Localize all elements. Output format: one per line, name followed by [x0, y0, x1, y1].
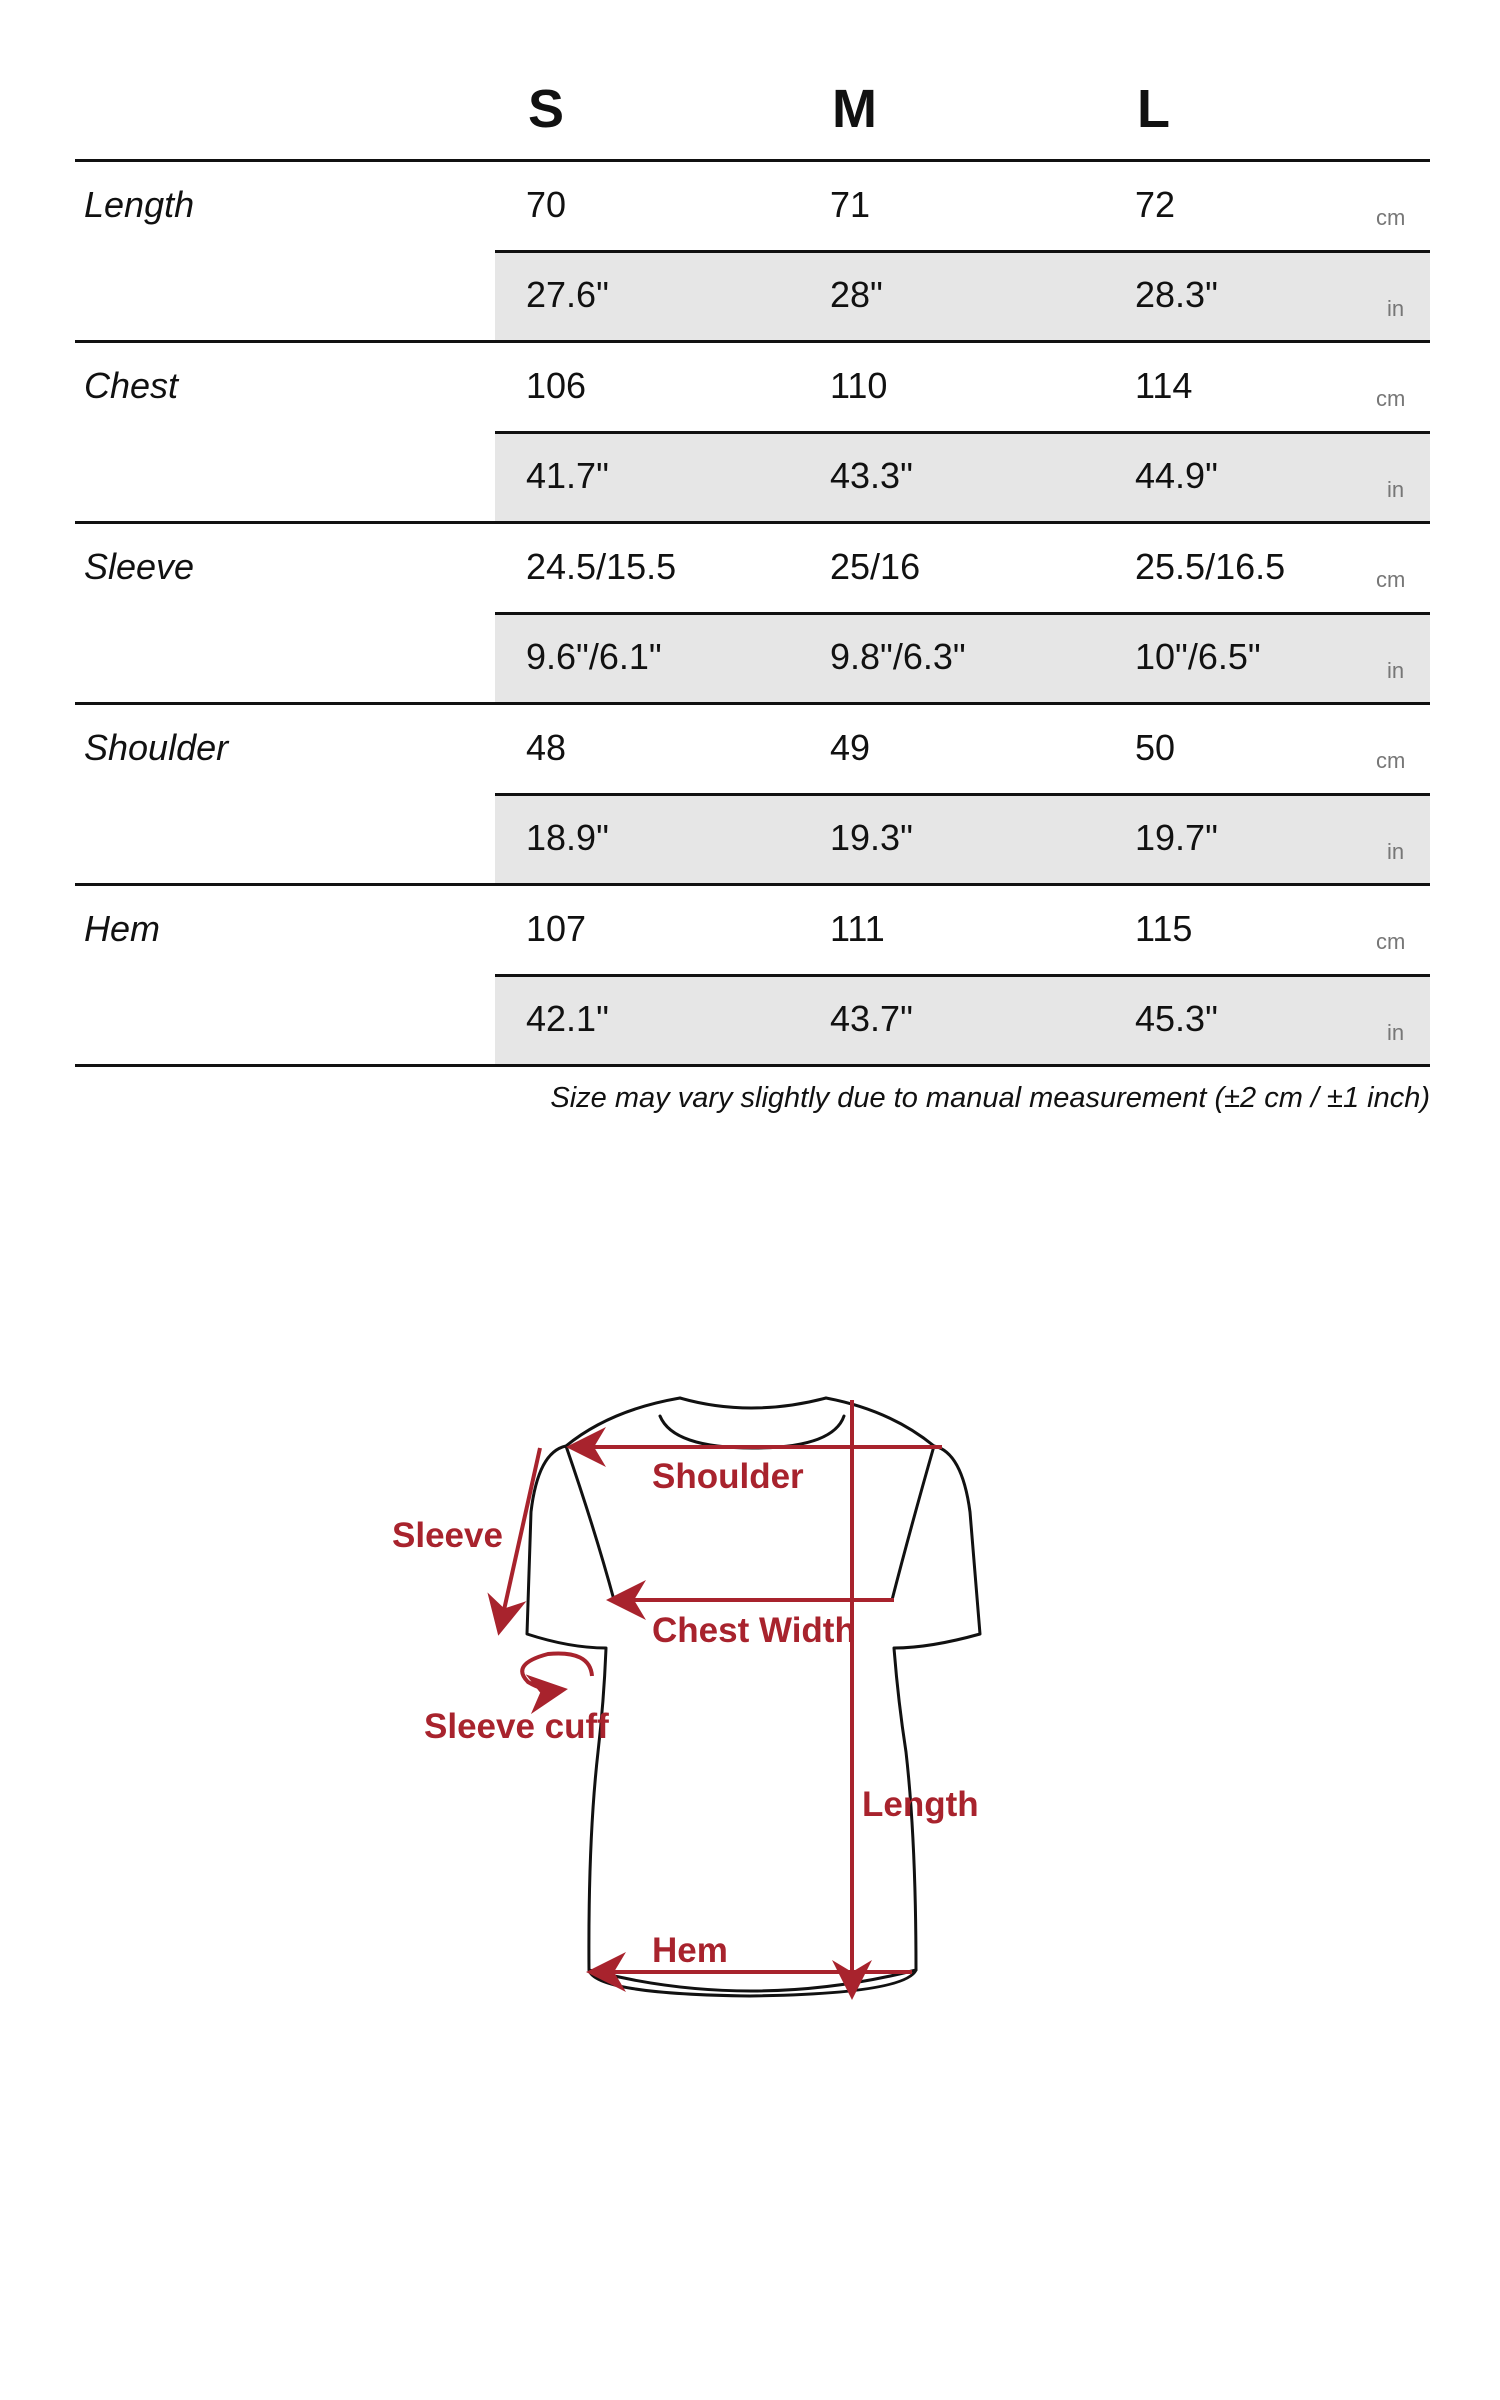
cell-value: 48 — [526, 727, 567, 768]
cell-value: 24.5/15.5 — [526, 546, 677, 587]
label-sleeve-cuff: Sleeve cuff — [424, 1707, 609, 1746]
row-label-shoulder: Shoulder — [84, 727, 229, 768]
cell-value: 44.9" — [1135, 455, 1218, 496]
measurement-note: Size may vary slightly due to manual measurement (±2 cm / ±1 inch) — [550, 1082, 1430, 1114]
cell-value: 27.6" — [526, 274, 609, 315]
unit-in: in — [1387, 1020, 1405, 1045]
cell-value: 115 — [1135, 908, 1193, 949]
cell-value: 28.3" — [1135, 274, 1218, 315]
cell-value: 50 — [1135, 727, 1176, 768]
unit-cm: cm — [1376, 386, 1406, 411]
row-label-sleeve: Sleeve — [84, 546, 195, 587]
unit-in: in — [1387, 658, 1405, 683]
size-header-m: M — [832, 79, 877, 139]
cell-value: 18.9" — [526, 817, 609, 858]
label-chest-width: Chest Width — [652, 1611, 856, 1650]
cell-value: 42.1" — [526, 998, 609, 1039]
row-label-chest: Chest — [84, 365, 179, 406]
cell-value: 70 — [526, 184, 567, 225]
unit-in: in — [1387, 477, 1405, 502]
cell-value: 9.8"/6.3" — [830, 636, 966, 677]
cell-value: 10"/6.5" — [1135, 636, 1261, 677]
unit-cm: cm — [1376, 567, 1406, 592]
size-header-l: L — [1137, 79, 1170, 139]
row-label-hem: Hem — [84, 908, 161, 949]
cell-value: 43.3" — [830, 455, 913, 496]
cell-value: 25.5/16.5 — [1135, 546, 1286, 587]
cell-value: 9.6"/6.1" — [526, 636, 662, 677]
sleeve-cuff-arrow — [522, 1653, 592, 1690]
size-header-s: S — [528, 79, 565, 139]
cell-value: 71 — [830, 184, 871, 225]
cell-value: 43.7" — [830, 998, 913, 1039]
cell-value: 111 — [830, 908, 885, 949]
cell-value: 19.7" — [1135, 817, 1218, 858]
unit-cm: cm — [1376, 929, 1406, 954]
unit-cm: cm — [1376, 205, 1406, 230]
cell-value: 19.3" — [830, 817, 913, 858]
cell-value: 25/16 — [830, 546, 921, 587]
label-length: Length — [862, 1785, 979, 1824]
unit-in: in — [1387, 839, 1405, 864]
label-sleeve: Sleeve — [392, 1516, 503, 1555]
label-hem: Hem — [652, 1931, 728, 1970]
cell-value: 72 — [1135, 184, 1176, 225]
cell-value: 110 — [830, 365, 888, 406]
cell-value: 28" — [830, 274, 883, 315]
cell-value: 49 — [830, 727, 871, 768]
cell-value: 114 — [1135, 365, 1193, 406]
unit-cm: cm — [1376, 748, 1406, 773]
cell-value: 41.7" — [526, 455, 609, 496]
label-shoulder: Shoulder — [652, 1457, 804, 1496]
cell-value: 45.3" — [1135, 998, 1218, 1039]
unit-in: in — [1387, 296, 1405, 321]
cell-value: 106 — [526, 365, 587, 406]
sleeve-arrow — [500, 1448, 540, 1628]
cell-value: 107 — [526, 908, 587, 949]
row-label-length: Length — [84, 184, 195, 225]
